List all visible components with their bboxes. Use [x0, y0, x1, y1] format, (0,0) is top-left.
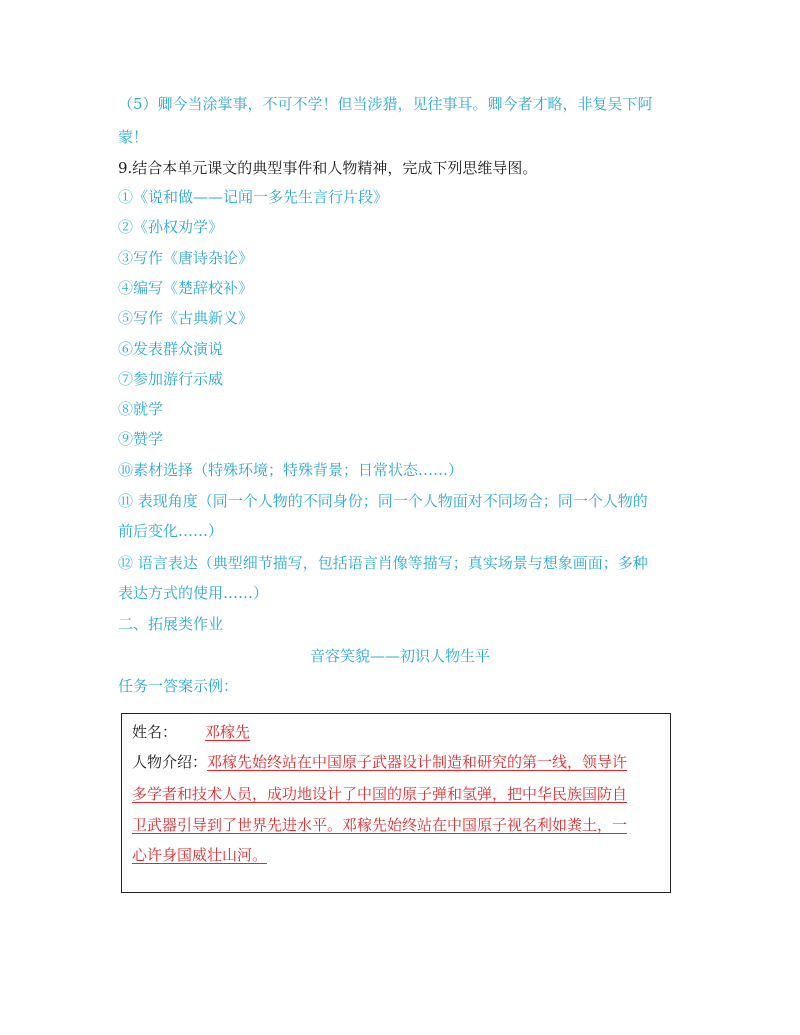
name-label: 姓名： [132, 723, 178, 741]
answer-item-11-part2: 前后变化……） [118, 522, 224, 540]
intro-text-line-1: 邓稼先始终站在中国原子武器设计制造和研究的第一线，领导许 [207, 753, 628, 771]
answer-example-box [121, 713, 671, 893]
intro-label: 人物介绍： [132, 753, 208, 771]
answer-item-9: ⑨赞学 [118, 430, 164, 448]
answer-item-2: ②《孙权劝学》 [118, 218, 224, 236]
answer-item-8: ⑧就学 [118, 400, 164, 418]
name-row [132, 722, 295, 742]
answer-line-5-part1: （5）卿今当涂掌事，不可不学！但当涉猎，见往事耳。卿今者才略，非复吴下阿 [118, 95, 653, 113]
answer-item-6: ⑥发表群众演说 [118, 340, 224, 358]
intro-row-1 [132, 752, 627, 772]
answer-item-4: ④编写《楚辞校补》 [118, 279, 254, 297]
intro-text-line-4: 心许身国威壮山河。 [132, 846, 268, 864]
answer-item-12-part1: ⑫ 语言表达（典型细节描写，包括语言肖像等描写；真实场景与想象画面；多种 [118, 554, 648, 572]
answer-item-12-part2: 表达方式的使用……） [118, 584, 269, 602]
activity-title: 音容笑貌——初识人物生平 [309, 647, 490, 665]
intro-text-line-3: 卫武器引导到了世界先进水平。邓稼先始终站在中国原子视名利如粪土，一 [132, 816, 628, 834]
answer-item-3: ③写作《唐诗杂论》 [118, 249, 254, 267]
answer-item-7: ⑦参加游行示威 [118, 370, 224, 388]
answer-item-5: ⑤写作《古典新义》 [118, 309, 254, 327]
answer-item-11-part1: ⑪ 表现角度（同一个人物的不同身份；同一个人物面对不同场合；同一个人物的 [118, 492, 648, 510]
question-9: 9.结合本单元课文的典型事件和人物精神，完成下列思维导图。 [118, 159, 538, 177]
answer-item-10: ⑩素材选择（特殊环境；特殊背景；日常状态……） [118, 461, 464, 479]
answer-line-5-part2: 蒙！ [118, 128, 149, 146]
task-one-caption: 任务一答案示例： [118, 677, 239, 695]
intro-text-line-2: 多学者和技术人员，成功地设计了中国的原子弹和氢弹，把中华民族国防自 [132, 785, 628, 803]
section-heading: 二、拓展类作业 [118, 615, 224, 633]
name-value: 邓稼先 [205, 723, 251, 741]
answer-item-1: ①《说和做——记闻一多先生言行片段》 [118, 188, 389, 206]
